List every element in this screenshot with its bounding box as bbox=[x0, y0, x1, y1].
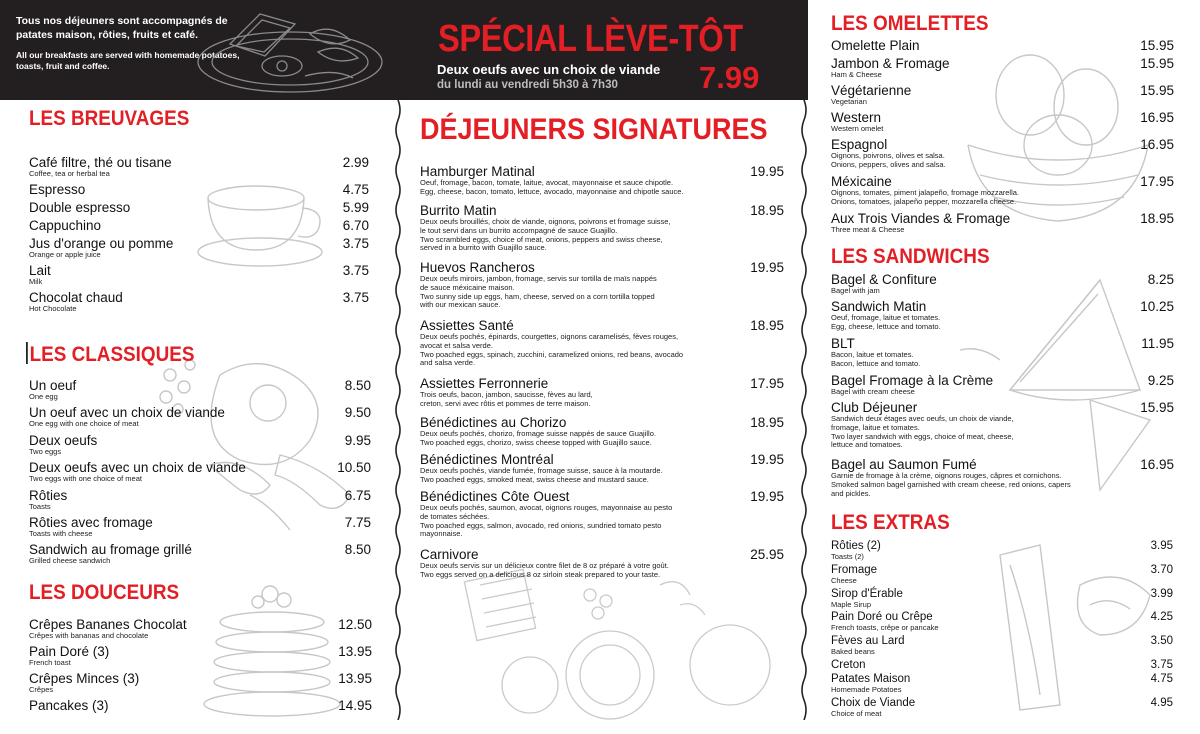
item-price: 16.95 bbox=[1140, 457, 1174, 472]
special-days: du lundi au vendredi 5h30 à 7h30 bbox=[437, 79, 618, 91]
item-name: Pain Doré ou Crêpe bbox=[831, 611, 933, 623]
item-price: 17.95 bbox=[750, 376, 784, 391]
item-desc: Two eggs served on a delicious 8 oz sirloin steak prepared to your taste. bbox=[420, 569, 661, 579]
menu-item bbox=[831, 174, 1174, 207]
item-price: 18.95 bbox=[750, 415, 784, 430]
item-name: Rôties bbox=[29, 488, 68, 503]
item-desc: Bacon, laitue et tomates. bbox=[831, 350, 914, 359]
menu-item bbox=[831, 373, 1174, 397]
item-name: Espresso bbox=[29, 182, 86, 197]
menu-item bbox=[420, 547, 784, 580]
item-desc: Deux oeufs servis sur un délicieux contre filet de 8 oz préparé à votre goût. bbox=[420, 561, 669, 570]
menu-item bbox=[29, 698, 372, 713]
menu-item bbox=[831, 564, 1173, 586]
item-name: Creton bbox=[831, 659, 866, 671]
item-desc: lettuce and tomatoes. bbox=[831, 440, 903, 450]
menu-item bbox=[420, 203, 784, 253]
menu-item bbox=[831, 635, 1173, 657]
item-desc: Vegetarian bbox=[831, 97, 867, 106]
item-desc: Two poached eggs, spinach, zucchini, caramelized onions, red beans, avocado bbox=[420, 349, 684, 359]
menu-item bbox=[420, 415, 784, 448]
item-desc: Two poached eggs, chorizo, swiss cheese topped with Guajillo sauce. bbox=[420, 437, 652, 447]
item-price: 16.95 bbox=[1140, 110, 1174, 125]
item-desc: Two sunny side up eggs, ham, cheese, served on a corn tortilla topped bbox=[420, 291, 655, 301]
item-desc: Egg, cheese, lettuce and tomato. bbox=[831, 321, 941, 331]
extras-title: LES EXTRAS bbox=[831, 511, 950, 534]
item-price: 10.25 bbox=[1140, 299, 1174, 314]
item-price: 13.95 bbox=[338, 671, 372, 686]
item-desc: Bacon, lettuce and tomato. bbox=[831, 358, 921, 368]
item-name: Rôties avec fromage bbox=[29, 515, 153, 530]
item-desc: Orange or apple juice bbox=[29, 250, 101, 259]
item-price: 15.95 bbox=[1140, 400, 1174, 415]
item-name: Café filtre, thé ou tisane bbox=[29, 155, 172, 170]
item-price: 3.70 bbox=[1150, 564, 1173, 576]
item-desc: Grilled cheese sandwich bbox=[29, 556, 111, 565]
menu-item bbox=[831, 299, 1174, 332]
item-price: 4.75 bbox=[342, 182, 369, 197]
item-name: Club Déjeuner bbox=[831, 400, 918, 415]
item-desc: Homemade Potatoes bbox=[831, 685, 902, 694]
item-desc: Garnie de fromage à la crème, oignons rouges, câpres et cornichons. bbox=[831, 471, 1062, 480]
item-price: 10.50 bbox=[337, 460, 371, 475]
item-price: 19.95 bbox=[750, 164, 784, 179]
header-banner bbox=[0, 0, 808, 100]
column-divider-left bbox=[394, 100, 402, 720]
item-price: 3.75 bbox=[1150, 659, 1173, 671]
menu-item bbox=[420, 376, 784, 409]
item-price: 14.95 bbox=[338, 698, 372, 713]
menu-item bbox=[29, 644, 372, 668]
breuvages-title: LES BREUVAGES bbox=[29, 107, 190, 130]
item-desc: Two eggs bbox=[29, 447, 62, 456]
item-price: 15.95 bbox=[1140, 56, 1174, 71]
menu-item bbox=[29, 290, 369, 314]
menu-item bbox=[29, 218, 369, 233]
item-desc: Choice of meat bbox=[831, 709, 882, 718]
item-price: 3.50 bbox=[1150, 635, 1173, 647]
menu-item bbox=[420, 489, 784, 539]
item-price: 8.25 bbox=[1147, 272, 1174, 287]
item-desc: Egg, cheese, bacon, tomato, lettuce, avocado, mayonnaise and chipotle sauce. bbox=[420, 186, 684, 196]
item-desc: Deux oeufs pochés, viande fumée, fromage suisse, sauce à la moutarde. bbox=[420, 466, 663, 475]
item-desc: One egg bbox=[29, 392, 58, 401]
item-price: 6.70 bbox=[342, 218, 369, 233]
breakfast-plate-sketch bbox=[190, 4, 390, 96]
item-desc: Ham & Cheese bbox=[831, 70, 882, 79]
item-desc: Deux oeufs brouillés, choix de viande, oignons, poivrons et fromage suisse, bbox=[420, 217, 671, 226]
menu-item bbox=[831, 211, 1174, 235]
intro-english: All our breakfasts are served with homemade potatoes, toasts, fruit and coffee. bbox=[16, 50, 240, 71]
item-name: Bagel au Saumon Fumé bbox=[831, 457, 977, 472]
menu-item bbox=[831, 336, 1174, 369]
item-name: Fèves au Lard bbox=[831, 635, 905, 647]
item-desc: Toasts with cheese bbox=[29, 529, 93, 538]
special-price: 7.99 bbox=[699, 60, 760, 95]
menu-item bbox=[29, 200, 369, 215]
item-price: 4.75 bbox=[1150, 673, 1173, 685]
cursor-bar bbox=[26, 342, 28, 364]
menu-item bbox=[831, 272, 1174, 296]
item-desc: Sandwich deux étages avec oeufs, un choix de viande, bbox=[831, 414, 1014, 423]
menu-item bbox=[831, 83, 1174, 107]
item-desc: Oignons, poivrons, olives et salsa. bbox=[831, 151, 945, 160]
item-name: Fromage bbox=[831, 564, 878, 576]
item-desc: French toast bbox=[29, 658, 71, 667]
item-name: Chocolat chaud bbox=[29, 290, 123, 305]
item-desc: Two layer sandwich with eggs, choice of meat, cheese, bbox=[831, 431, 1014, 441]
menu-item bbox=[420, 318, 784, 368]
item-desc: Three meat & Cheese bbox=[831, 225, 905, 234]
item-desc: le tout servi dans un burrito accompagné de sauce Guajillo. bbox=[420, 225, 618, 235]
item-name: Pain Doré (3) bbox=[29, 644, 110, 659]
item-desc: French toasts, crêpe or pancake bbox=[831, 623, 939, 632]
menu-item bbox=[29, 433, 371, 457]
item-name: Crêpes Bananes Chocolat bbox=[29, 617, 187, 632]
item-desc: Deux oeufs miroirs, jambon, fromage, servis sur tortilla de maïs nappés bbox=[420, 274, 657, 283]
item-price: 18.95 bbox=[750, 203, 784, 218]
omelettes-title: LES OMELETTES bbox=[831, 12, 989, 35]
item-price: 9.95 bbox=[344, 433, 371, 448]
item-name: Assiettes Santé bbox=[420, 318, 514, 333]
item-desc: served in a burrito with Guajillo sauce. bbox=[420, 243, 547, 253]
item-price: 6.75 bbox=[344, 488, 371, 503]
item-price: 5.99 bbox=[342, 200, 369, 215]
item-desc: Two eggs with one choice of meat bbox=[29, 474, 142, 483]
item-desc: Trois oeufs, bacon, jambon, saucisse, fèves au lard, bbox=[420, 390, 593, 399]
menu-item bbox=[29, 515, 371, 539]
item-name: Deux oeufs avec un choix de viande bbox=[29, 460, 246, 475]
item-name: Sirop d'Érable bbox=[831, 588, 903, 600]
item-name: Deux oeufs bbox=[29, 433, 98, 448]
item-price: 15.95 bbox=[1140, 83, 1174, 98]
item-desc: Western omelet bbox=[831, 124, 884, 133]
menu-item bbox=[831, 659, 1173, 672]
menu-item bbox=[29, 378, 371, 402]
item-price: 12.50 bbox=[338, 617, 372, 632]
sandwichs-title: LES SANDWICHS bbox=[831, 245, 990, 268]
item-desc: Crêpes bbox=[29, 685, 54, 694]
item-name: Patates Maison bbox=[831, 673, 911, 685]
menu-item bbox=[831, 56, 1174, 80]
item-name: Jambon & Fromage bbox=[831, 56, 950, 71]
item-price: 17.95 bbox=[1140, 174, 1174, 189]
item-desc: de sauce méxicaine maison. bbox=[420, 282, 515, 292]
item-price: 19.95 bbox=[750, 489, 784, 504]
item-desc: fromage, laitue et tomates. bbox=[831, 422, 920, 432]
douceurs-title: LES DOUCEURS bbox=[29, 581, 180, 604]
item-price: 25.95 bbox=[750, 547, 784, 562]
menu-item bbox=[29, 236, 369, 260]
item-name: Double espresso bbox=[29, 200, 131, 215]
menu-item bbox=[420, 452, 784, 485]
item-price: 4.25 bbox=[1150, 611, 1173, 623]
menu-item bbox=[29, 182, 369, 197]
item-desc: Onions, peppers, olives and salsa. bbox=[831, 159, 946, 169]
menu-item bbox=[29, 460, 371, 484]
item-name: Omelette Plain bbox=[831, 38, 920, 53]
item-name: Bagel Fromage à la Crème bbox=[831, 373, 994, 388]
item-desc: and pickles. bbox=[831, 488, 871, 498]
item-name: Lait bbox=[29, 263, 51, 278]
menu-item bbox=[831, 673, 1173, 695]
menu-item bbox=[29, 671, 372, 695]
item-price: 3.75 bbox=[342, 263, 369, 278]
item-price: 3.95 bbox=[1150, 540, 1173, 552]
item-name: Aux Trois Viandes & Fromage bbox=[831, 211, 1011, 226]
item-desc: creton, servi avec rôtis et pommes de terre maison. bbox=[420, 398, 591, 408]
item-price: 13.95 bbox=[338, 644, 372, 659]
item-name: Bénédictines au Chorizo bbox=[420, 415, 567, 430]
classiques-title bbox=[26, 342, 194, 367]
item-name: Méxicaine bbox=[831, 174, 892, 189]
item-desc: Milk bbox=[29, 277, 43, 286]
menu-item bbox=[29, 488, 371, 512]
item-name: Carnivore bbox=[420, 547, 479, 562]
item-desc: Oignons, tomates, piment jalapeño, fromage mozzarella. bbox=[831, 188, 1020, 197]
item-desc: Oeuf, fromage, bacon, tomate, laitue, avocat, mayonnaise et sauce chipotle. bbox=[420, 178, 674, 187]
menu-item bbox=[29, 263, 369, 287]
item-price: 9.50 bbox=[344, 405, 371, 420]
item-desc: Crêpes with bananas and chocolate bbox=[29, 631, 149, 640]
item-desc: Coffee, tea or herbal tea bbox=[29, 169, 110, 178]
menu-item bbox=[29, 405, 371, 429]
intro-french: Tous nos déjeuners sont accompagnés de patates maison, rôties, fruits et café. bbox=[16, 15, 228, 41]
item-name: Choix de Viande bbox=[831, 697, 916, 709]
item-name: Bénédictines Côte Ouest bbox=[420, 489, 570, 504]
menu-item bbox=[831, 110, 1174, 134]
item-desc: Bagel with jam bbox=[831, 286, 880, 295]
item-desc: and salsa verde. bbox=[420, 358, 476, 368]
item-name: Crêpes Minces (3) bbox=[29, 671, 140, 686]
item-desc: de tomates séchées. bbox=[420, 511, 490, 521]
item-name: Rôties (2) bbox=[831, 540, 881, 552]
menu-item bbox=[420, 260, 784, 310]
item-desc: Maple Sirup bbox=[831, 600, 872, 609]
item-name: Sandwich au fromage grillé bbox=[29, 542, 192, 557]
item-price: 4.95 bbox=[1150, 697, 1173, 709]
item-desc: Oeuf, fromage, laitue et tomates. bbox=[831, 313, 941, 322]
item-desc: One egg with one choice of meat bbox=[29, 419, 139, 428]
menu-item bbox=[831, 588, 1173, 610]
item-name: BLT bbox=[831, 336, 855, 351]
item-name: Sandwich Matin bbox=[831, 299, 927, 314]
menu-item bbox=[831, 38, 1174, 53]
item-price: 2.99 bbox=[342, 155, 369, 170]
special-title: SPÉCIAL LÈVE-TÔT bbox=[438, 18, 743, 60]
item-desc: Onions, tomatoes, jalapeño pepper, mozzarella cheese. bbox=[831, 196, 1017, 206]
item-desc: Smoked salmon bagel garnished with cream cheese, red onions, capers bbox=[831, 479, 1071, 489]
item-desc: Deux oeufs pochés, chorizo, fromage suisse nappés de sauce Guajillo. bbox=[420, 429, 656, 438]
item-name: Assiettes Ferronnerie bbox=[420, 376, 549, 391]
item-price: 3.75 bbox=[342, 290, 369, 305]
menu-item bbox=[29, 542, 371, 566]
item-name: Végétarienne bbox=[831, 83, 912, 98]
item-price: 7.75 bbox=[344, 515, 371, 530]
item-price: 9.25 bbox=[1147, 373, 1174, 388]
item-desc: Two poached eggs, smoked meat, swiss cheese and mustard sauce. bbox=[420, 474, 649, 484]
item-desc: Hot Chocolate bbox=[29, 304, 77, 313]
item-price: 3.75 bbox=[342, 236, 369, 251]
item-name: Western bbox=[831, 110, 882, 125]
item-name: Espagnol bbox=[831, 137, 888, 152]
item-name: Burrito Matin bbox=[420, 203, 497, 218]
menu-item bbox=[420, 164, 784, 197]
item-price: 19.95 bbox=[750, 260, 784, 275]
menu-item bbox=[831, 457, 1174, 498]
item-price: 19.95 bbox=[750, 452, 784, 467]
item-name: Cappuchino bbox=[29, 218, 102, 233]
item-name: Un oeuf avec un choix de viande bbox=[29, 405, 225, 420]
menu-item bbox=[831, 137, 1174, 170]
item-price: 18.95 bbox=[750, 318, 784, 333]
special-subtitle: Deux oeufs avec un choix de viande bbox=[437, 62, 661, 77]
item-desc: mayonnaise. bbox=[420, 529, 463, 539]
menu-item bbox=[29, 617, 372, 641]
waffle-food-sketch bbox=[410, 555, 795, 720]
menu-item bbox=[831, 400, 1174, 450]
item-name: Jus d'orange ou pomme bbox=[29, 236, 174, 251]
item-price: 3.99 bbox=[1150, 588, 1173, 600]
item-name: Un oeuf bbox=[29, 378, 77, 393]
item-desc: Cheese bbox=[831, 576, 857, 585]
item-name: Pancakes (3) bbox=[29, 698, 109, 713]
menu-item bbox=[29, 155, 369, 179]
menu-item bbox=[831, 540, 1173, 562]
item-desc: Deux oeufs pochés, épinards, courgettes, oignons caramelisés, fèves rouges, bbox=[420, 332, 679, 341]
item-desc: Baked beans bbox=[831, 647, 875, 656]
item-price: 11.95 bbox=[1141, 336, 1174, 351]
item-price: 8.50 bbox=[344, 378, 371, 393]
menu-item bbox=[831, 611, 1173, 633]
classiques-title-text: LES CLASSIQUES bbox=[29, 343, 195, 366]
signatures-title: DÉJEUNERS SIGNATURES bbox=[420, 113, 768, 146]
item-desc: Two scrambled eggs, choice of meat, onions, peppers and swiss cheese, bbox=[420, 234, 663, 244]
item-desc: Deux oeufs pochés, saumon, avocat, oignons rouges, mayonnaise au pesto bbox=[420, 503, 673, 512]
item-desc: Two poached eggs, salmon, avocado, red onions, sundried tomato pesto bbox=[420, 520, 662, 530]
item-desc: Toasts (2) bbox=[831, 552, 864, 561]
item-price: 18.95 bbox=[1140, 211, 1174, 226]
item-name: Hamburger Matinal bbox=[420, 164, 535, 179]
item-name: Bénédictines Montréal bbox=[420, 452, 554, 467]
item-desc: with our mexican sauce. bbox=[420, 300, 501, 310]
item-price: 8.50 bbox=[344, 542, 371, 557]
item-name: Bagel & Confiture bbox=[831, 272, 937, 287]
item-price: 15.95 bbox=[1140, 38, 1174, 53]
column-divider-right bbox=[800, 100, 808, 720]
menu-item bbox=[831, 697, 1173, 719]
item-name: Huevos Rancheros bbox=[420, 260, 535, 275]
item-desc: Bagel with cream cheese bbox=[831, 387, 915, 396]
item-desc: Toasts bbox=[29, 502, 51, 511]
item-price: 16.95 bbox=[1140, 137, 1174, 152]
item-desc: avocat et salsa verde. bbox=[420, 340, 493, 350]
